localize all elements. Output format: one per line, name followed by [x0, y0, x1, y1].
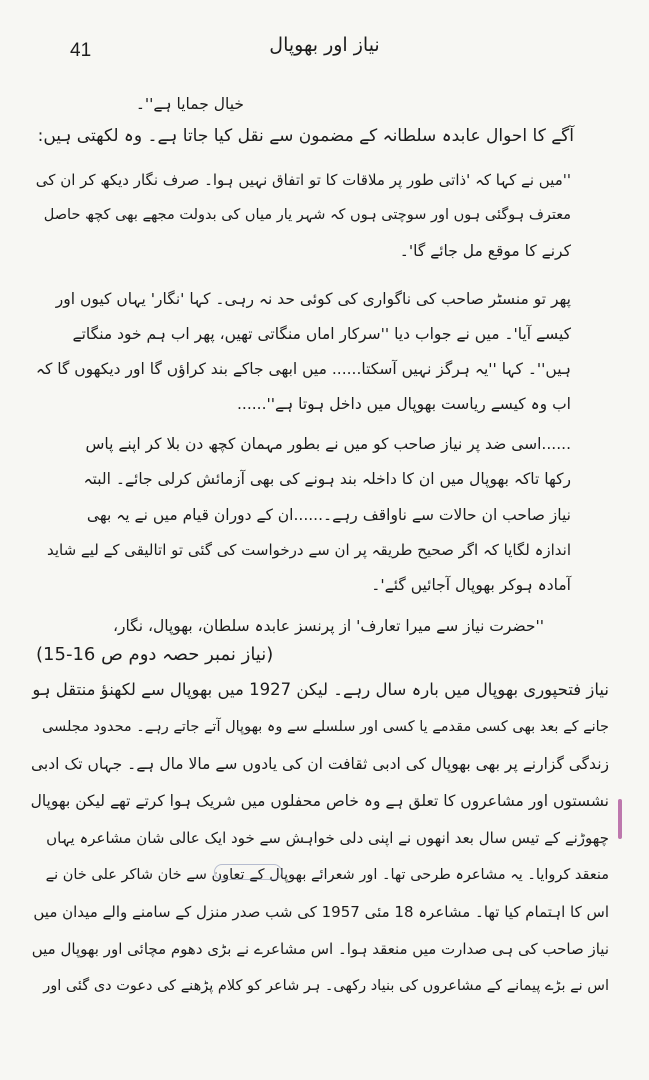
- body-line: اس نے بڑے پیمانے کے مشاعروں کی بنیاد رکھی۔ ہر شاعر کو کلام پڑھنے کی دعوت دی گئی اور: [43, 978, 609, 994]
- citation-reference: (نیاز نمبر حصہ دوم ص 16-15): [36, 644, 274, 665]
- quote-line: نیاز صاحب ان حالات سے ناواقف رہے۔......ان کے دوران قیام میں نے یہ بھی: [86, 506, 571, 524]
- running-title: نیاز اور بھوپال: [269, 34, 380, 56]
- pen-mark: [618, 799, 622, 839]
- body-line: اس کا اہتمام کیا تھا۔ مشاعرہ 18 مئی 1957 کی شب صدر منزل کے سامنے والے میدان میں: [33, 903, 609, 921]
- quote-line: اندازہ لگایا کہ اگر صحیح طریقہ پر ان سے درخواست کی گئی تو اتالیقی کے لیے شاید: [46, 541, 571, 559]
- text-line: خیال جمایا ہے''۔: [135, 95, 244, 113]
- citation-line: ''حضرت نیاز سے میرا تعارف' از پرنسز عابدہ سلطان، بھوپال، نگار،: [112, 617, 544, 635]
- page-number: 41: [70, 40, 92, 61]
- body-line: منعقد کروایا۔ یہ مشاعرہ طرحی تھا۔ اور شعرائے بھوپال کے تعاون سے خان شاکر علی خان نے: [45, 867, 609, 883]
- quote-line: آمادہ ہوکر بھوپال آجائیں گئے'۔: [371, 576, 571, 594]
- body-line: چھوڑنے کے تیس سال بعد انھوں نے اپنی دلی خواہش سے خود ایک عالی شان مشاعرہ یہاں: [46, 829, 609, 847]
- quote-line: ......اسی ضد پر نیاز صاحب کو میں نے بطور مہمان کچھ دن بلا کر اپنے پاس: [85, 435, 571, 453]
- quote-line: پھر تو منسٹر صاحب کی ناگواری کی کوئی حد نہ رہی۔ کہا 'نگار' یہاں کیوں اور: [55, 290, 571, 308]
- body-line: نشستوں اور مشاعروں کا تعلق ہے وہ خاص محفلوں میں شریک ہوا کرتے تھے لیکن بھوپال: [30, 792, 609, 810]
- body-line: زندگی گزارنے پر بھی بھوپال کی ادبی ثقافت ان کی یادوں سے مالا مال ہے۔ جہاں تک ادبی: [30, 755, 609, 773]
- quote-line: معترف ہوگئی ہوں اور سوچتی ہوں کہ شہر یار میاں کی بدولت مجھے بھی کچھ حاصل: [43, 207, 571, 223]
- quote-line: کیسے آیا'۔ میں نے جواب دیا ''سرکار اماں منگاتی تھیں، پھر اب ہم خود منگاتے: [72, 325, 571, 343]
- body-line: جانے کے بعد بھی کسی مقدمے یا کسی اور سلسلے سے وہ بھوپال آتے جاتے رہے۔ محدود مجلسی: [41, 719, 609, 735]
- quote-line: ہیں''۔ کہا ''یہ ہرگز نہیں آسکتا...... میں ابھی جاکے بند کراؤں گا اور دیکھوں گا کہ: [35, 360, 571, 378]
- ink-circle-mark: [214, 864, 282, 880]
- body-line: نیاز صاحب کی ہی صدارت میں منعقد ہوا۔ اس مشاعرے نے بڑی دھوم مچائی اور بھوپال میں: [31, 940, 609, 958]
- quote-line: اب وہ کیسے ریاست بھوپال میں داخل ہوتا ہے''......: [236, 395, 571, 413]
- body-line: نیاز فتحپوری بھوپال میں بارہ سال رہے۔ لیکن 1927 میں بھوپال سے لکھنؤ منتقل ہو: [32, 680, 609, 699]
- text-line: آگے کا احوال عابدہ سلطانہ کے مضمون سے نقل کیا جاتا ہے۔ وہ لکھتی ہیں:: [37, 126, 574, 146]
- quote-line: کرنے کا موقع مل جائے گا'۔: [399, 242, 571, 260]
- quote-line: ''میں نے کہا کہ 'ذاتی طور پر ملاقات کا تو اتفاق نہیں ہوا۔ صرف نگار دیکھ کر ان کی: [35, 171, 571, 189]
- quote-line: رکھا تاکہ بھوپال میں ان کا داخلہ بند ہونے کی بھی آزمائش کرلی جائے۔ البتہ: [83, 470, 571, 488]
